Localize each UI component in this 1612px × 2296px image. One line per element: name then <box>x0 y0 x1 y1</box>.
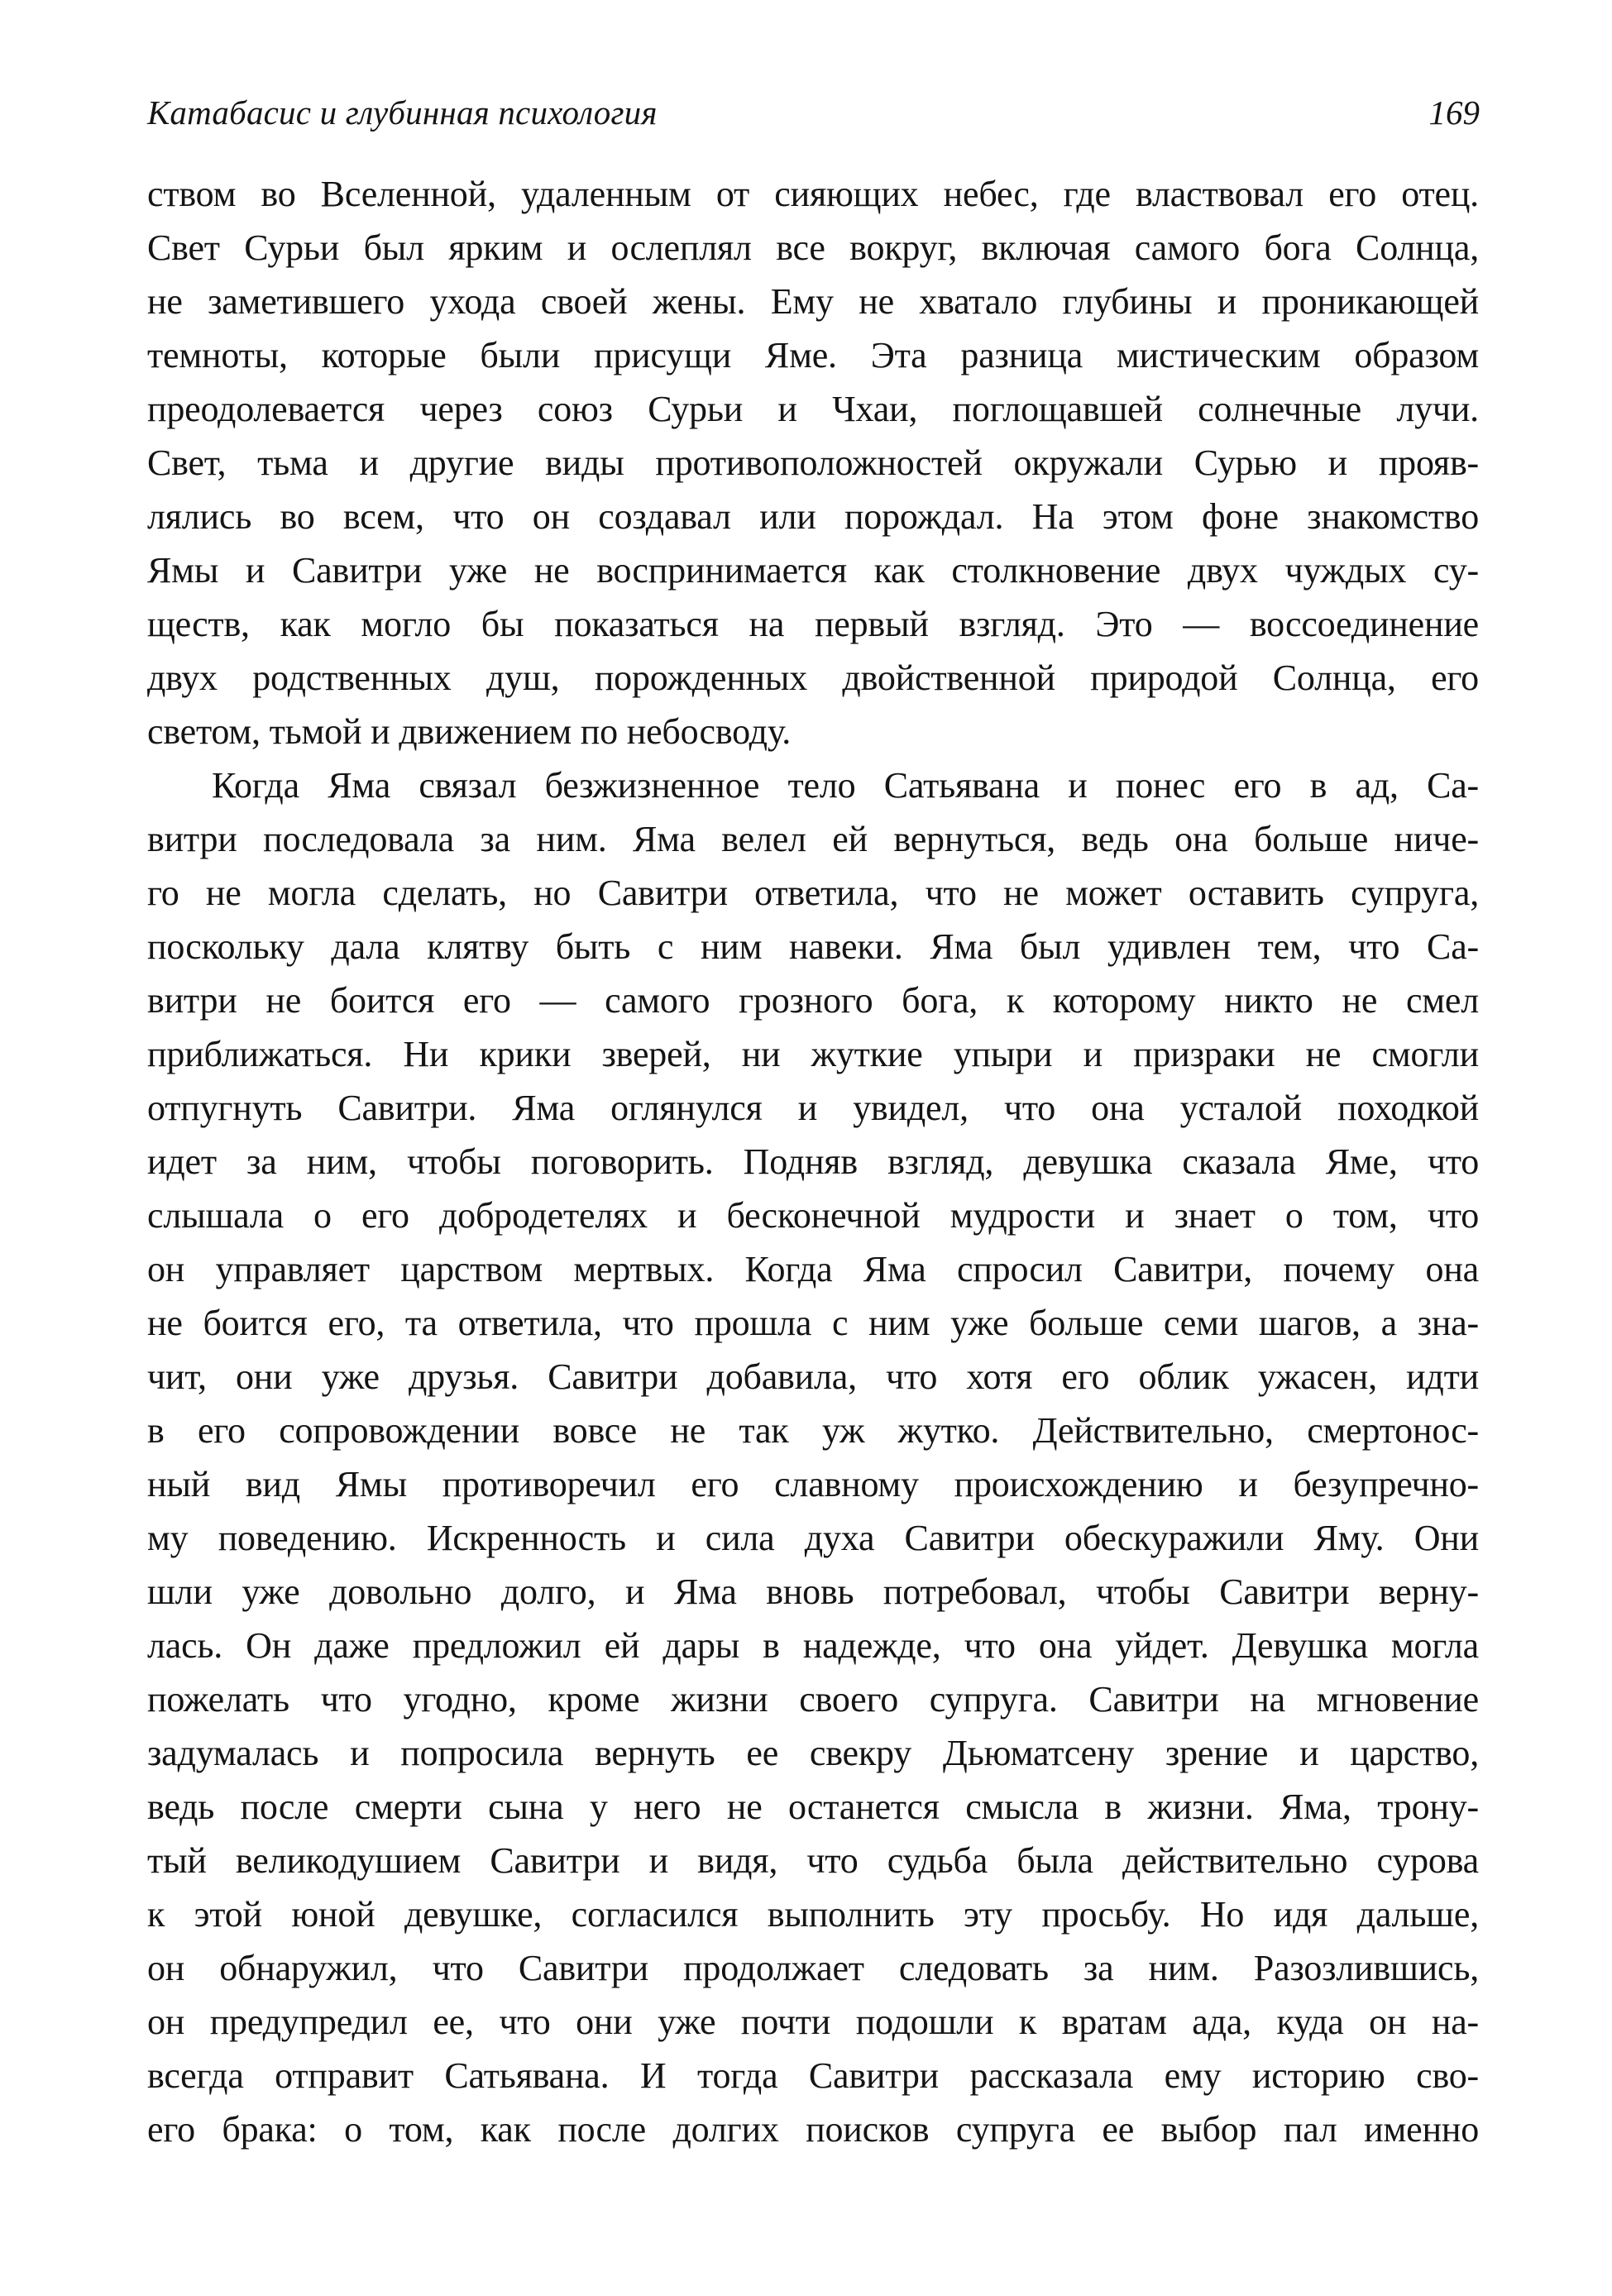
text-line: приближаться. Ни крики зверей, ни жуткие упыри и призраки не смогли <box>147 1034 1479 1074</box>
text-line: его брака: о том, как после долгих поисков супруга ее выбор пал именно <box>147 2109 1479 2150</box>
text-line: ведь после смерти сына у него не останется смысла в жизни. Яма, трону- <box>147 1787 1479 1827</box>
text-line: лялись во всем, что он создавал или порождал. На этом фоне знакомство <box>147 496 1479 537</box>
page-number: 169 <box>1428 93 1480 132</box>
text-line: темноты, которые были присущи Яме. Эта разница мистическим образом <box>147 335 1479 375</box>
paragraph-1 <box>147 167 1479 758</box>
text-line: светом, тьмой и движением по небосводу. <box>147 711 792 752</box>
text-line: ществ, как могло бы показаться на первый взгляд. Это — воссоединение <box>147 604 1479 644</box>
text-line: тый великодушием Савитри и видя, что судьба была действительно сурова <box>147 1840 1479 1881</box>
text-line: Ямы и Савитри уже не воспринимается как столкновение двух чуждых су- <box>147 550 1479 591</box>
text-line: го не могла сделать, но Савитри ответила, что не может оставить супруга, <box>147 873 1479 913</box>
page-header <box>147 93 1480 132</box>
text-line: му поведению. Искренность и сила духа Савитри обескуражили Яму. Они <box>147 1518 1479 1558</box>
text-line: всегда отправит Сатьявана. И тогда Савитри рассказала ему историю сво- <box>147 2055 1479 2096</box>
text-line: Когда Яма связал безжизненное тело Сатьявана и понес его в ад, Са- <box>212 765 1479 806</box>
text-line: не боится его, та ответила, что прошла с ним уже больше семи шагов, а зна- <box>147 1303 1479 1343</box>
text-line: Свет Сурьи был ярким и ослеплял все вокруг, включая самого бога Солнца, <box>147 227 1479 268</box>
text-line: слышала о его добродетелях и бесконечной мудрости и знает о том, что <box>147 1195 1479 1236</box>
running-title: Катабасис и глубинная психология <box>147 93 658 132</box>
text-line: отпугнуть Савитри. Яма оглянулся и увидел, что она усталой походкой <box>147 1088 1479 1128</box>
text-line: ством во Вселенной, удаленным от сияющих небес, где властвовал его отец. <box>147 174 1479 214</box>
text-line: витри не боится его — самого грозного бога, к которому никто не смел <box>147 980 1479 1021</box>
text-line: Свет, тьма и другие виды противоположностей окружали Сурью и прояв- <box>147 442 1479 483</box>
text-line: он обнаружил, что Савитри продолжает следовать за ним. Разозлившись, <box>147 1948 1479 1988</box>
paragraph-2 <box>147 758 1479 2156</box>
text-line: лась. Он даже предложил ей дары в надежде, что она уйдет. Девушка могла <box>147 1625 1479 1666</box>
text-line: витри последовала за ним. Яма велел ей вернуться, ведь она больше ниче- <box>147 819 1479 859</box>
text-line: пожелать что угодно, кроме жизни своего супруга. Савитри на мгновение <box>147 1679 1479 1720</box>
text-line: идет за ним, чтобы поговорить. Подняв взгляд, девушка сказала Яме, что <box>147 1141 1479 1182</box>
text-line: не заметившего ухода своей жены. Ему не хватало глубины и проникающей <box>147 281 1479 322</box>
text-line: чит, они уже друзья. Савитри добавила, что хотя его облик ужасен, идти <box>147 1356 1479 1397</box>
text-line: преодолевается через союз Сурьи и Чхаи, поглощавшей солнечные лучи. <box>147 389 1479 429</box>
text-line: ный вид Ямы противоречил его славному происхождению и безупречно- <box>147 1464 1479 1504</box>
text-line: он предупредил ее, что они уже почти подошли к вратам ада, куда он на- <box>147 2002 1479 2042</box>
text-line: к этой юной девушке, согласился выполнить эту просьбу. Но идя дальше, <box>147 1894 1479 1935</box>
text-line: шли уже довольно долго, и Яма вновь потребовал, чтобы Савитри верну- <box>147 1571 1479 1612</box>
page-body <box>147 167 1479 2156</box>
text-line: он управляет царством мертвых. Когда Яма спросил Савитри, почему она <box>147 1249 1479 1289</box>
text-line: в его сопровождении вовсе не так уж жутко. Действительно, смертонос- <box>147 1410 1479 1451</box>
text-line: поскольку дала клятву быть с ним навеки. Яма был удивлен тем, что Са- <box>147 926 1479 967</box>
text-line: двух родственных душ, порожденных двойственной природой Солнца, его <box>147 658 1479 698</box>
text-line: задумалась и попросила вернуть ее свекру Дьюматсену зрение и царство, <box>147 1733 1479 1773</box>
